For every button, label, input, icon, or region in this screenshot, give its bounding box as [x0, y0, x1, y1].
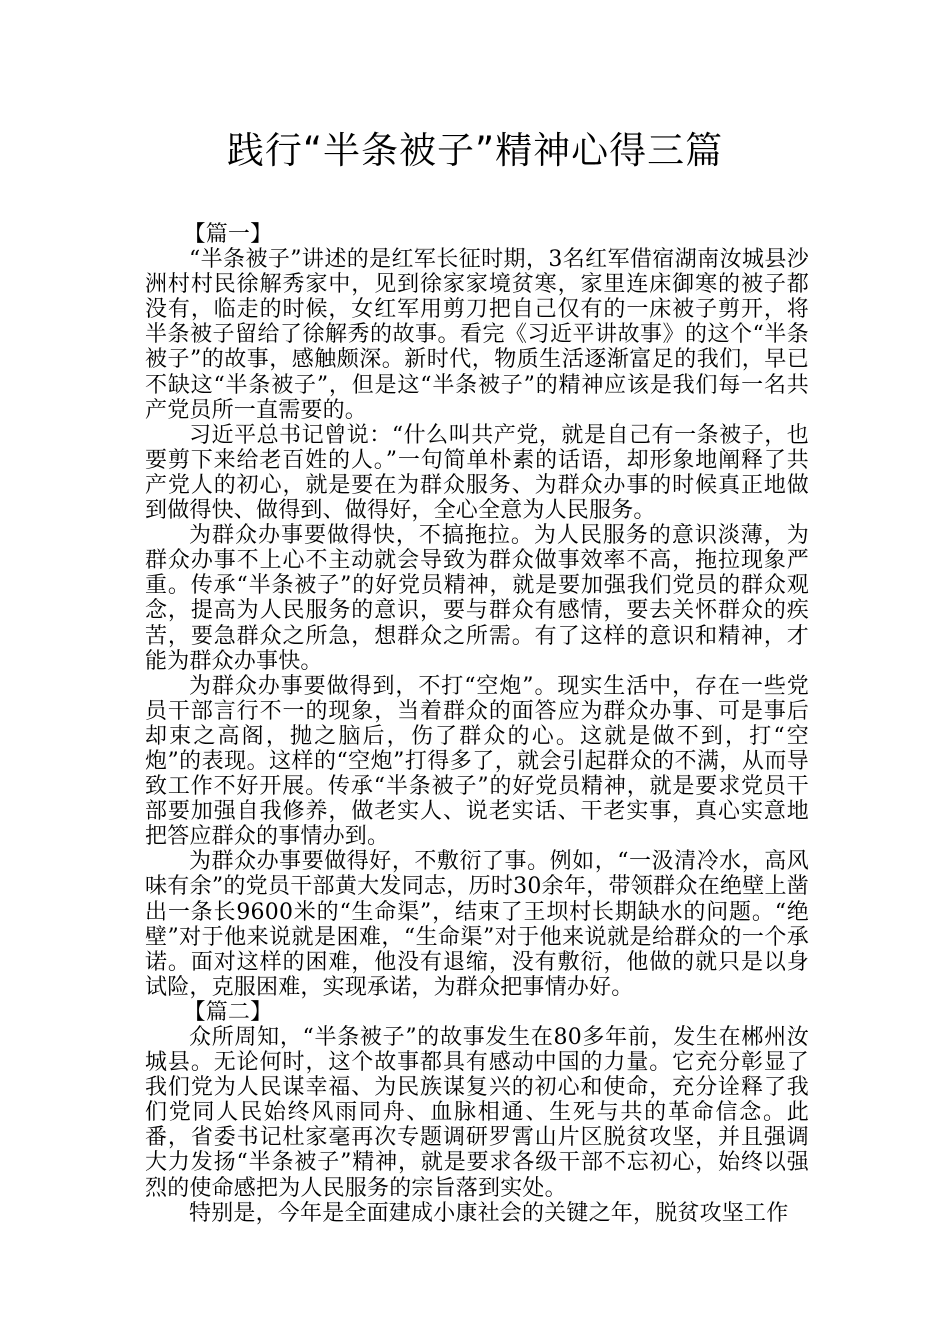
document-title: 践行“半条被子”精神心得三篇: [226, 129, 724, 172]
document-body: [145, 222, 809, 1226]
paragraph-6: 众所周知，“半条被子”的故事发生在80多年前，发生在郴州汝城县。无论何时，这个故事都具有感动中国的力量。它充分彰显了我们党为人民谋幸福、为民族谋复兴的初心和使命，充分诠释了我们党同人民始终风雨同舟、血脉相通、生死与共的革命信念。此番，省委书记杜家毫再次专题调研罗霄山片区脱贫攻坚，并且强调大力发扬“半条被子”精神，就是要求各级干部不忘初心，始终以强烈的使命感把为人民服务的宗旨落到实处。: [145, 1025, 809, 1201]
paragraph-5: 为群众办事要做得好，不敷衍了事。例如，“一汲清冷水，高风味有余”的党员干部黄大发同志，历时30余年，带领群众在绝壁上凿出一条长9600米的“生命渠”，结束了王坝村长期缺水的问题。“绝壁”对于他来说就是困难，“生命渠”对于他来说就是给群众的一个承诺。面对这样的困难，他没有退缩，没有敷衍，他做的就只是以身试险，克服困难，实现承诺，为群众把事情办好。: [145, 849, 809, 1000]
section-heading-2: 【篇二】: [183, 999, 273, 1025]
paragraph-2: 习近平总书记曾说：“什么叫共产党，就是自己有一条被子，也要剪下来给老百姓的人。”一句简单朴素的话语，却形象地阐释了共产党人的初心，就是要在为群众服务、为群众办事的时候真正地做到做得快、做得到、做得好，全心全意为人民服务。: [145, 422, 809, 524]
paragraph-7: 特别是，今年是全面建成小康社会的关键之年，脱贫攻坚工作: [189, 1200, 789, 1226]
paragraph-1: “半条被子”讲述的是红军长征时期，3名红军借宿湖南汝城县沙洲村村民徐解秀家中，见到徐家家境贫寒，家里连床御寒的被子都没有，临走的时候，女红军用剪刀把自己仅有的一床被子剪开，将半条被子留给了徐解秀的故事。看完《习近平讲故事》的这个“半条被子”的故事，感触颇深。新时代，物质生活逐渐富足的我们，早已不缺这“半条被子”，但是这“半条被子”的精神应该是我们每一名共产党员所一直需要的。: [145, 247, 809, 423]
section-heading-1: 【篇一】: [183, 222, 273, 247]
paragraph-4: 为群众办事要做得到，不打“空炮”。现实生活中，存在一些党员干部言行不一的现象，当着群众的面答应为群众办事、可是事后却束之高阁，抛之脑后，伤了群众的心。这就是做不到，打“空炮”的表现。这样的“空炮”打得多了，就会引起群众的不满，从而导致工作不好开展。传承“半条被子”的好党员精神，就是要求党员干部要加强自我修养，做老实人、说老实话、干老实事，真心实意地把答应群众的事情办到。: [145, 673, 809, 850]
paragraph-3: 为群众办事要做得快，不搞拖拉。为人民服务的意识淡薄，为群众办事不上心不主动就会导致为群众做事效率不高，拖拉现象严重。传承“半条被子”的好党员精神，就是要加强我们党员的群众观念，提高为人民服务的意识，要与群众有感情，要去关怀群众的疾苦，要急群众之所急，想群众之所需。有了这样的意识和精神，才能为群众办事快。: [145, 523, 809, 674]
